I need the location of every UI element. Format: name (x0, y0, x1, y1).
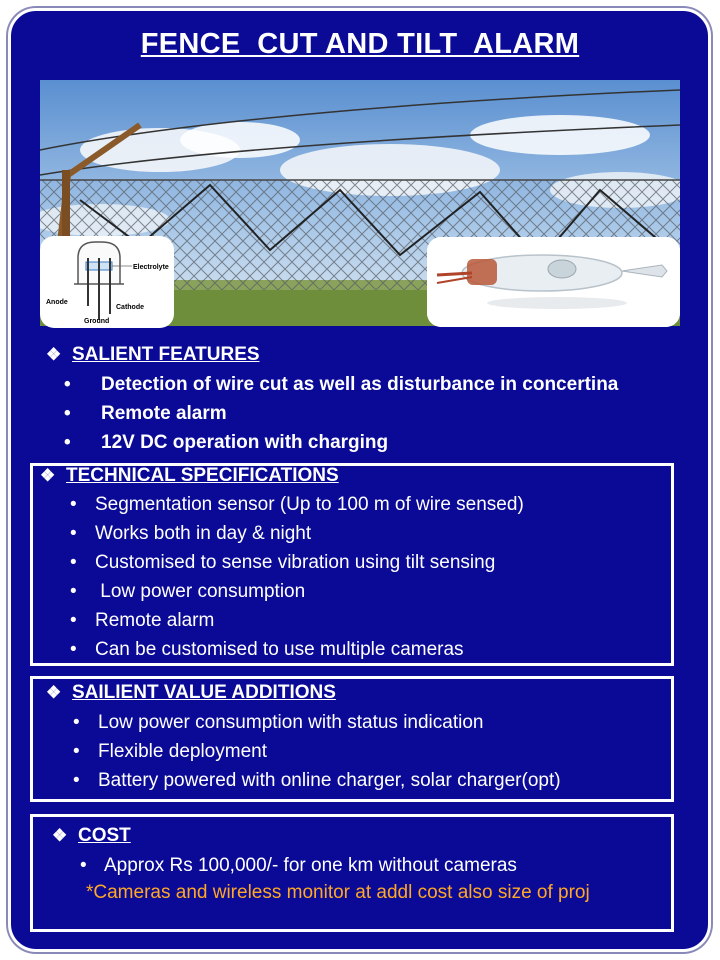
value-additions-heading: ❖ SAILIENT VALUE ADDITIONS (46, 682, 336, 703)
list-item: • Flexible deployment (73, 741, 267, 762)
list-item: • Battery powered with online charger, solar charger(opt) (73, 770, 561, 791)
label-anode: Anode (46, 299, 68, 306)
list-item: • Low power consumption (70, 581, 306, 602)
list-item: • Low power consumption with status indication (73, 712, 484, 733)
technical-specifications-heading: ❖ TECHNICAL SPECIFICATIONS (40, 465, 339, 486)
tilt-sensor-diagram-graphic (40, 236, 174, 328)
diamond-bullet-icon: ❖ (46, 345, 62, 364)
list-item: • Remote alarm (70, 610, 215, 631)
salient-features-heading: ❖ SALIENT FEATURES (46, 344, 260, 365)
list-item: • Customised to sense vibration using tilt sensing (70, 552, 496, 573)
list-item: • Approx Rs 100,000/- for one km without cameras (80, 855, 517, 876)
cost-note: *Cameras and wireless monitor at addl cost also size of proj (86, 882, 590, 903)
cost-heading: ❖ COST (52, 825, 131, 846)
list-item: • Can be customised to use multiple cameras (70, 639, 464, 660)
technical-specifications-list (70, 490, 524, 664)
diamond-bullet-icon: ❖ (46, 683, 62, 702)
salient-features-list (64, 370, 618, 457)
tilt-sensor-diagram (40, 236, 174, 328)
list-item: • Works both in day & night (70, 523, 312, 544)
page-title: FENCE CUT AND TILT ALARM (140, 28, 580, 60)
list-item: • Segmentation sensor (Up to 100 m of wire sensed) (70, 494, 524, 515)
diamond-bullet-icon: ❖ (52, 826, 68, 845)
tilt-switch-graphic (427, 237, 680, 327)
value-additions-list (73, 708, 561, 795)
diamond-bullet-icon: ❖ (40, 466, 56, 485)
label-ground: Ground (84, 318, 110, 325)
list-item: • 12V DC operation with charging (64, 432, 389, 453)
list-item: • Remote alarm (64, 403, 227, 424)
list-item: • Detection of wire cut as well as disturbance in concertina (64, 374, 619, 395)
label-electrolyte: Electrolyte (133, 264, 169, 271)
label-cathode: Cathode (116, 304, 144, 311)
cost-list (80, 851, 517, 880)
tilt-switch-photo (427, 237, 680, 327)
